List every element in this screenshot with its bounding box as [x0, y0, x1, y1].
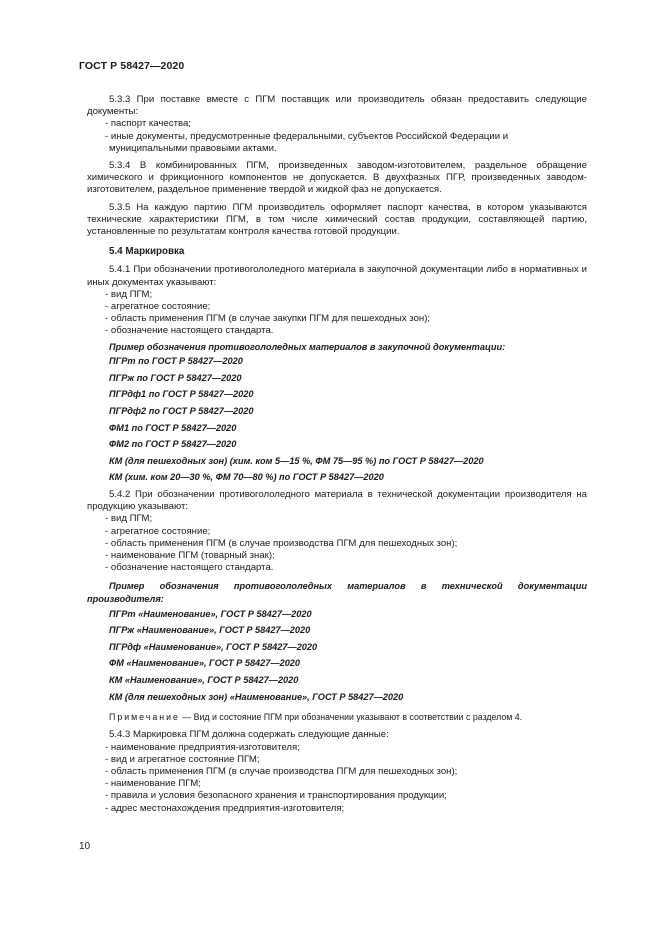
example-heading-procurement: Пример обозначения противогололедных материалов в закупочной документации: [109, 341, 506, 352]
example-line: ПГРж по ГОСТ Р 58427—2020 [109, 372, 242, 383]
example-line: ФМ «Наименование», ГОСТ Р 58427—2020 [109, 658, 301, 669]
page-number: 10 [79, 841, 91, 852]
page-content [87, 94, 587, 815]
example-line: ПГРдф2 по ГОСТ Р 58427—2020 [109, 406, 254, 417]
list-item: - вид ПГМ; [105, 513, 153, 525]
list-item: - наименование предприятия-изготовителя; [105, 741, 300, 753]
list-item: - правила и условия безопасного хранения и транспортирования продукции; [105, 790, 447, 802]
document-header: ГОСТ Р 58427—2020 [79, 60, 185, 72]
example-heading-technical: Пример обозначения противогололедных материалов в технической документации производителя: [87, 581, 587, 605]
paragraph-5-4-1: 5.4.1 При обозначении противогололедного материала в закупочной документации либо в нормативных и иных документах указывают: [87, 264, 587, 288]
example-line: ПГРдф1 по ГОСТ Р 58427—2020 [109, 389, 254, 400]
note-text: — Вид и состояние ПГМ при обозначении указывают в соответствии с разделом 4. [179, 712, 523, 723]
list-item: - наименование ПГМ; [105, 778, 201, 790]
list-item: - иные документы, предусмотренные федеральными, субъектов Российской Федерации и муниципальными правовыми актами. [105, 130, 509, 154]
example-line: КМ «Наименование», ГОСТ Р 58427—2020 [109, 674, 299, 685]
list-item: - адрес местонахождения предприятия-изготовителя; [105, 802, 345, 814]
example-line: КМ (хим. ком 20—30 %, ФМ 70—80 %) по ГОСТ Р 58427—2020 [109, 472, 384, 483]
example-line: КМ (для пешеходных зон) «Наименование», ГОСТ Р 58427—2020 [109, 691, 404, 702]
list-item: - паспорт качества; [105, 118, 191, 130]
list-item: - область применения ПГМ (в случае производства ПГМ для пешеходных зон); [105, 537, 458, 549]
list-item: - область применения ПГМ (в случае закупки ПГМ для пешеходных зон); [105, 313, 431, 325]
paragraph-5-3-4: 5.3.4 В комбинированных ПГМ, произведенных заводом-изготовителем, раздельное обращение химического и фрикционного компонентов не допускается. В двухфазных ПГР, произведенных заводом-изготовителем, раздельное применение твердой и жидкой фаз не допускается. [87, 160, 587, 196]
section-heading-5-4: 5.4 Маркировка [109, 246, 185, 258]
note [87, 711, 587, 723]
list-item: - вид ПГМ; [105, 288, 153, 300]
list-item: - наименование ПГМ (товарный знак); [105, 550, 275, 562]
example-line: ФМ1 по ГОСТ Р 58427—2020 [109, 422, 237, 433]
example-line: КМ (для пешеходных зон) (хим. ком 5—15 %, ФМ 75—95 %) по ГОСТ Р 58427—2020 [109, 455, 484, 466]
list-item: - агрегатное состояние; [105, 301, 211, 313]
example-line: ПГРж «Наименование», ГОСТ Р 58427—2020 [109, 625, 311, 636]
list-item: - агрегатное состояние; [105, 525, 211, 537]
example-line: ФМ2 по ГОСТ Р 58427—2020 [109, 439, 237, 450]
list-item: - вид и агрегатное состояние ПГМ; [105, 753, 260, 765]
paragraph-5-3-3: 5.3.3 При поставке вместе с ПГМ поставщик или производитель обязан предоставить следующие документы: [87, 94, 587, 118]
example-line: ПГРдф «Наименование», ГОСТ Р 58427—2020 [109, 641, 318, 652]
note-label: Примечание [109, 712, 180, 723]
paragraph-5-4-2: 5.4.2 При обозначении противогололедного материала в технической документации производителя на продукцию указывают: [87, 489, 587, 513]
example-line: ПГРт по ГОСТ Р 58427—2020 [109, 356, 243, 367]
list-item: - обозначение настоящего стандарта. [105, 562, 274, 574]
example-line: ПГРт «Наименование», ГОСТ Р 58427—2020 [109, 608, 312, 619]
paragraph-5-4-3: 5.4.3 Маркировка ПГМ должна содержать следующие данные: [109, 729, 389, 741]
list-item: - область применения ПГМ (в случае производства ПГМ для пешеходных зон); [105, 765, 458, 777]
list-item: - обозначение настоящего стандарта. [105, 325, 274, 337]
paragraph-5-3-5: 5.3.5 На каждую партию ПГМ производитель оформляет паспорт качества, в котором указываются технические характеристики ПГМ, в том числе химический состав продукции, составляющей партию, установленные по результатам контроля качества готовой продукции. [87, 201, 587, 238]
